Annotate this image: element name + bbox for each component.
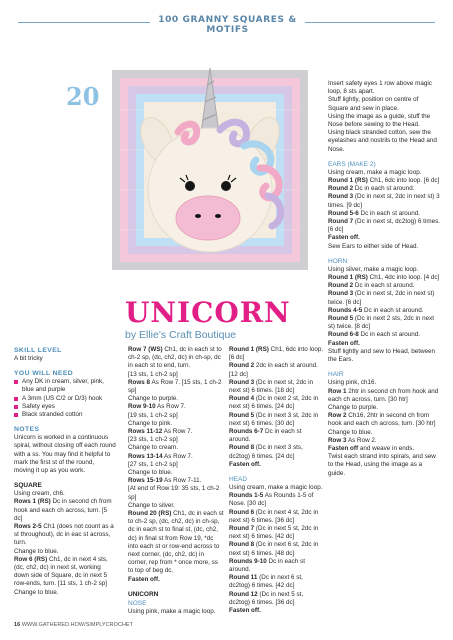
nose bbox=[176, 196, 240, 240]
designer-byline: by Ellie's Craft Boutique bbox=[125, 329, 237, 341]
nostril-right bbox=[215, 214, 221, 218]
bullet-square-icon bbox=[14, 413, 18, 417]
running-header bbox=[0, 14, 453, 35]
instruction-line: [23 sts, 1 ch-2 sp] bbox=[128, 436, 178, 444]
instruction-line: Change to blue. bbox=[14, 547, 59, 555]
instruction-line: Change to blue. bbox=[328, 428, 373, 436]
instruction-line: Using pink, ch16. bbox=[328, 379, 377, 387]
need-item: Black stranded cotton bbox=[14, 411, 116, 419]
instruction-line: Round 7 (Dc in next st, dc2tog) 6 times. [6 dc] bbox=[328, 218, 440, 234]
instruction-line: Using cream, ch6. bbox=[14, 490, 65, 498]
instruction-line: Fasten off. bbox=[229, 460, 261, 468]
header-rule-left bbox=[18, 22, 150, 23]
instruction-line: Row 2 Ch16, 2htr in second ch from hook and each ch across, turn. [30 htr] bbox=[328, 412, 436, 428]
instruction-line: Rows 1 (RS) Dc in second ch from hook and each ch across, turn. [5 dc] bbox=[14, 498, 112, 522]
need-item: A 3mm (US C/2 or D/3) hook bbox=[14, 395, 116, 403]
instruction-line: Round 5 (Dc in next 2 sts, 2dc in next st) twice. [8 dc] bbox=[328, 315, 435, 331]
instruction-line: Round 12 (Dc in next 5 st, dc2tog) 6 times. [36 dc] bbox=[229, 590, 304, 606]
instruction-line: Change to cream. bbox=[128, 444, 179, 452]
instruction-line: Change to blue. bbox=[128, 469, 173, 477]
instruction-line: [13 sts, 1 ch-2 sp] bbox=[128, 370, 178, 378]
instruction-line: Stuff lightly, position on centre of Square and sew in place. bbox=[328, 96, 419, 112]
instruction-line: Using the image as a guide, stuff the Nose before sewing to the Head. bbox=[328, 112, 431, 129]
instruction-line: Round 3 (Dc in next st, 2dc in next st) twice. [6 dc] bbox=[328, 290, 435, 306]
need-item: Safety eyes bbox=[14, 403, 116, 411]
instruction-line: Rounds 4-5 Dc in each st around. bbox=[328, 306, 424, 314]
instruction-line: Round 2 Dc in each st around. bbox=[328, 185, 415, 193]
instruction-line: Change to pink. bbox=[128, 419, 173, 427]
notes-text: Unicorn is worked in a continuous spiral, without closing off each round with a ss. You may find it helpful to mark the first st of the round, moving it up as you work. bbox=[14, 434, 116, 475]
instruction-line: Change to blue. bbox=[14, 588, 59, 596]
header-rule-right bbox=[305, 22, 435, 23]
instruction-line: Fasten off. bbox=[229, 607, 261, 615]
instruction-line: Change to silver. bbox=[128, 501, 175, 509]
instruction-line: Insert safety eyes 1 row above magic loop, 8 sts apart. bbox=[328, 80, 432, 96]
instruction-line: Round 11 (Dc in next 6 st, dc2tog) 6 times. [42 dc] bbox=[229, 574, 303, 590]
instruction-line: Rounds 1-5 As Rounds 1-5 of Nose. [30 dc] bbox=[229, 492, 314, 508]
bullet-square-icon bbox=[14, 380, 18, 384]
instruction-line: Rows 15-19 As Row 7-11. bbox=[128, 477, 202, 485]
instruction-line: Round 2 2dc in each st around. [12 dc] bbox=[229, 362, 318, 378]
instruction-line: Fasten off. bbox=[328, 234, 360, 242]
instruction-line: [19 sts, 1 ch-2 sp] bbox=[128, 411, 178, 419]
square-heading: SQUARE bbox=[14, 482, 42, 490]
hair-heading: HAIR bbox=[328, 371, 344, 379]
instruction-line: Row 1 2htr in second ch from hook and each ch across, turn. [30 htr] bbox=[328, 387, 439, 403]
column-1 bbox=[14, 346, 116, 597]
instruction-line: Rows 13-14 As Row 7. bbox=[128, 452, 193, 460]
instruction-line: Round 6 (Dc in next 4 st, 2dc in next st) 6 times. [36 dc] bbox=[229, 508, 319, 524]
nose-heading: NOSE bbox=[128, 599, 147, 607]
head-heading: HEAD bbox=[229, 476, 248, 484]
eye-right bbox=[221, 181, 231, 191]
eye-left bbox=[185, 181, 195, 191]
instruction-line: Sew Ears to either side of Head. bbox=[328, 242, 419, 250]
unicorn-square-photo bbox=[100, 50, 320, 290]
instruction-line: Using silver, make a magic loop. bbox=[328, 265, 419, 273]
footer-url[interactable]: WWW.GATHERED.HOW/SIMPLYCROCHET bbox=[21, 622, 134, 628]
unicorn-heading: UNICORN bbox=[128, 590, 159, 598]
column-4 bbox=[328, 80, 440, 478]
need-item: Any DK in cream, silver, pink, blue and purple bbox=[14, 378, 116, 394]
notes-heading: NOTES bbox=[14, 426, 40, 434]
instruction-line: Row 9-10 As Row 7. bbox=[128, 403, 186, 411]
instruction-line: Stuff lightly and sew to Head, between the Ears. bbox=[328, 347, 435, 364]
horn-heading: HORN bbox=[328, 257, 348, 265]
instruction-line: Round 20 (RS) Ch1, dc in each st to ch-2 sp, (dc, ch2, dc) in ch-sp, dc in each st to final st, (dc, ch2, dc) in final st from Row 19, *dc into each st or row-end across to next corner, (dc, ch2, dc) in corner, rep from * once more, ss to top of beg dc. bbox=[128, 510, 224, 575]
instruction-line: Round 3 (Dc in next st, 2dc in next st) 3 times. [9 dc] bbox=[328, 193, 440, 209]
pattern-title-block bbox=[125, 298, 291, 341]
instruction-line: Fasten off and weave in ends. bbox=[328, 444, 415, 452]
instruction-line: Using black stranded cotton, sew the eyelashes and nostrils to the Head and Nose. bbox=[328, 129, 437, 153]
instruction-line: Round 5-6 Dc in each st around. bbox=[328, 209, 421, 217]
bullet-square-icon bbox=[14, 405, 18, 409]
instruction-line: Using cream, make a magic loop. bbox=[328, 168, 422, 176]
instruction-line: Round 3 (Dc in next st, 2dc in next st) 6 times. [18 dc] bbox=[229, 378, 313, 395]
instruction-line: [At end of Row 19: 35 sts, 1 ch-2 sp] bbox=[128, 485, 220, 501]
instruction-line: Round 8 (Dc in next 3 sts, dc2tog) 6 times. [24 dc] bbox=[229, 444, 303, 460]
instruction-line: Change to purple. bbox=[128, 395, 179, 403]
skill-level-value: A bit tricky bbox=[14, 355, 43, 362]
instruction-line: Change to purple. bbox=[328, 403, 379, 411]
instruction-line: Round 1 (RS) Ch1, 6dc into loop. [6 dc] bbox=[328, 177, 440, 185]
column-3 bbox=[229, 346, 324, 615]
bullet-square-icon bbox=[14, 397, 18, 401]
you-will-need-heading: YOU WILL NEED bbox=[14, 370, 74, 378]
nostril-left bbox=[195, 214, 201, 218]
instruction-line: Row 3 As Row 2. bbox=[328, 436, 377, 444]
instruction-line: Round 6-8 Dc in each st around. bbox=[328, 331, 421, 339]
instruction-line: Using cream, make a magic loop. bbox=[229, 484, 323, 492]
instruction-line: Round 1 (RS) Ch1, 6dc into loop. [6 dc] bbox=[229, 346, 324, 362]
instruction-line: Row 7 (WS) Ch1, dc in each st to ch-2 sp, (dc, ch2, dc) in ch-sp, dc in each st to end, turn. bbox=[128, 346, 222, 370]
instruction-line: Round 5 (Dc in next 3 st, 2dc in next st) 6 times. [30 dc] bbox=[229, 411, 319, 427]
publication-title: 100 GRANNY SQUARES & MOTIFS bbox=[158, 15, 297, 35]
instruction-line: Fasten off. bbox=[328, 339, 360, 347]
skill-level-heading: SKILL LEVEL bbox=[14, 347, 62, 354]
instruction-line: Rounds 6-7 Dc in each st around. bbox=[229, 428, 302, 444]
pattern-title: UNICORN bbox=[125, 296, 291, 329]
instruction-line: Twist each strand into spirals, and sew to the Head, using the image as a guide. bbox=[328, 453, 436, 477]
instruction-line: Round 2 Dc in each st around. bbox=[328, 282, 415, 290]
instruction-line: Round 4 (Dc in next 2 st, 2dc in next st) 6 times. [24 dc] bbox=[229, 395, 319, 411]
instruction-line: Rows 8 As Row 7. [15 sts, 1 ch-2 sp] bbox=[128, 378, 222, 395]
instruction-line: Row 6 (RS) Ch1, dc in next 4 sts, (dc, ch2, dc) in next st, working down side of Square, dc in next 5 row-ends, turn. [11 sts, 1 ch-2 sp] bbox=[14, 555, 108, 588]
instruction-line: Round 7 (Dc in next 5 st, 2dc in next st) 6 times. [42 dc] bbox=[229, 525, 319, 541]
ears-heading: EARS (MAKE 2) bbox=[328, 160, 376, 168]
instruction-line: Rows 2-5 Ch1 (does not count as a st throughout), dc in eac st across, turn. bbox=[14, 523, 114, 547]
page-number: 16 bbox=[14, 622, 21, 628]
instruction-line: Rounds 9-10 Dc in each st around. bbox=[229, 557, 305, 574]
instruction-line: Rows 11-12 As Row 7. bbox=[128, 428, 193, 436]
instruction-line: Using pink, make a magic loop. bbox=[128, 607, 216, 615]
instruction-line: Round 1 (RS) Ch1, 4dc into loop. [4 dc] bbox=[328, 274, 440, 282]
column-2 bbox=[128, 346, 224, 616]
page-footer bbox=[14, 622, 133, 628]
pattern-number: 20 bbox=[66, 82, 100, 111]
instruction-line: Round 8 (Dc in next 6 st, 2dc in next st) 6 times. [48 dc] bbox=[229, 541, 319, 557]
instruction-line: [27 sts, 1 ch-2 sp] bbox=[128, 460, 178, 468]
instruction-line: Fasten off. bbox=[128, 575, 160, 583]
